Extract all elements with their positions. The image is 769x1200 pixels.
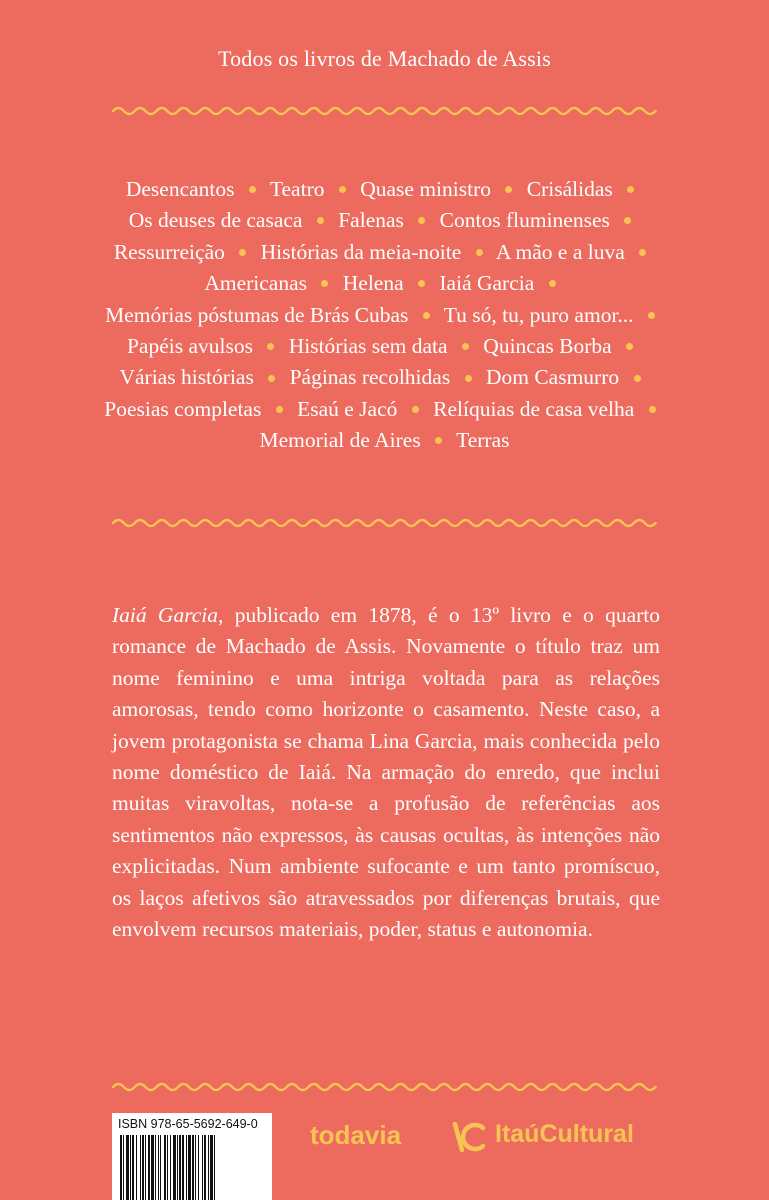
bullet-separator (239, 249, 246, 256)
barcode-stripe (136, 1135, 137, 1200)
book-title-item: Contos fluminenses (439, 208, 610, 233)
bullet-separator (476, 249, 483, 256)
synopsis (112, 600, 660, 945)
wave-line (112, 104, 657, 118)
book-title-item: Crisálidas (526, 177, 613, 201)
bullet-separator (423, 312, 430, 319)
barcode (112, 1113, 272, 1200)
ic-monogram-icon (452, 1122, 486, 1152)
barcode-stripe (173, 1135, 176, 1200)
book-title-item: Terras (456, 428, 510, 453)
book-title-item: Memorial de Aires (259, 428, 421, 453)
book-title-item: Histórias sem data (288, 334, 448, 359)
book-title-item: Relíquias de casa velha (433, 396, 635, 421)
barcode-stripe (126, 1135, 129, 1200)
book-title-item: Desencantos (125, 177, 235, 201)
book-title-item: Páginas recolhidas (289, 365, 451, 390)
bullet-separator (639, 249, 646, 256)
barcode-stripe (130, 1135, 131, 1200)
synopsis-book-title: Iaiá Garcia (112, 603, 219, 627)
bullet-separator (267, 343, 274, 350)
barcode-stripe (195, 1135, 196, 1200)
wave-divider-bottom (112, 1080, 657, 1094)
barcode-stripe (214, 1135, 215, 1200)
page-title: Todos os livros de Machado de Assis (218, 46, 551, 71)
bullet-separator (649, 406, 656, 413)
bullet-separator (339, 186, 346, 193)
barcode-stripe (123, 1135, 124, 1200)
bullet-separator (648, 312, 655, 319)
bullet-separator (624, 217, 631, 224)
bullet-separator (249, 186, 256, 193)
barcode-stripe (160, 1135, 161, 1200)
publisher-todavia-logo: todavia (310, 1120, 402, 1150)
bullet-separator (418, 280, 425, 287)
book-title-item: Esaú e Jacó (297, 396, 398, 421)
book-titles-list (100, 174, 669, 457)
barcode-stripe (198, 1135, 199, 1200)
barcode-bars (118, 1135, 266, 1200)
bullet-separator (435, 437, 442, 444)
book-title-item: Quincas Borba (483, 334, 612, 359)
bullet-separator (505, 186, 512, 193)
book-title-item: Quase ministro (360, 177, 492, 201)
bullet-separator (317, 217, 324, 224)
book-title-item: Helena (342, 271, 404, 296)
barcode-stripe (170, 1135, 171, 1200)
wave-line (112, 1080, 657, 1094)
barcode-stripe (148, 1135, 150, 1200)
bullet-separator (462, 343, 469, 350)
barcode-stripe (192, 1135, 194, 1200)
book-title-item: Tu só, tu, puro amor... (443, 302, 634, 327)
wave-divider-middle (112, 516, 657, 530)
publisher-itau-cultural-logo: ItaúCultural (495, 1120, 634, 1148)
bullet-separator (268, 375, 275, 382)
wave-divider-top (112, 104, 657, 118)
barcode-stripe (155, 1135, 156, 1200)
barcode-stripe (208, 1135, 209, 1200)
book-title-item: Dom Casmurro (485, 365, 620, 390)
barcode-stripe (210, 1135, 213, 1200)
bullet-separator (626, 343, 633, 350)
bullet-separator (549, 280, 556, 287)
barcode-stripe (158, 1135, 159, 1200)
barcode-stripe (142, 1135, 144, 1200)
synopsis-text: , publicado em 1878, é o 13º livro e o quarto romance de Machado de Assis. Novamente o título traz um nome feminino e uma intriga voltada para as relações amorosas, tendo como horizonte o casamento. Neste caso, a jovem protagonista se chama Lina Garcia, mais conhecida pelo nome doméstico de Iaiá. Na armação do enredo, que inclui muitas viravoltas, nota-se a profusão de referências aos sentimentos não expressos, às causas ocultas, às intenções não explicitadas. Num ambiente sufocante e um tanto promíscuo, os laços afetivos são atravessados por diferenças brutais, que envolvem recursos materiais, poder, status e autonomia. (112, 603, 660, 942)
book-title-item: Ressurreição (113, 239, 225, 264)
book-title-item: Americanas (204, 271, 307, 296)
barcode-stripe (145, 1135, 146, 1200)
book-title-item: Várias histórias (119, 365, 254, 390)
bullet-separator (321, 280, 328, 287)
barcode-stripe (204, 1135, 206, 1200)
book-title-item: Os deuses de casaca (128, 208, 303, 233)
barcode-stripe (167, 1135, 168, 1200)
synopsis-paragraph (112, 600, 660, 945)
barcode-stripe (188, 1135, 191, 1200)
book-title-item: A mão e a luva (495, 239, 625, 264)
barcode-stripe (151, 1135, 154, 1200)
barcode-stripe (132, 1135, 134, 1200)
book-title-item: Falenas (338, 208, 404, 233)
book-title-item: Memórias póstumas de Brás Cubas (105, 302, 409, 327)
book-title-item: Poesias completas (104, 396, 262, 421)
barcode-stripe (164, 1135, 166, 1200)
barcode-stripe (120, 1135, 122, 1200)
bullet-separator (627, 186, 634, 193)
barcode-stripe (202, 1135, 203, 1200)
book-title-item: Papéis avulsos (126, 334, 253, 359)
bullet-separator (276, 406, 283, 413)
bullet-separator (418, 217, 425, 224)
book-title-item: Teatro (269, 177, 325, 201)
barcode-stripe (182, 1135, 184, 1200)
barcode-stripe (186, 1135, 187, 1200)
isbn-label: ISBN 978-65-5692-649-0 (118, 1117, 258, 1131)
barcode-stripe (140, 1135, 141, 1200)
bullet-separator (412, 406, 419, 413)
wave-line (112, 516, 657, 530)
book-title-item: Iaiá Garcia (439, 271, 535, 296)
bullet-separator (634, 375, 641, 382)
book-title-item: Histórias da meia-noite (260, 239, 462, 264)
bullet-separator (465, 375, 472, 382)
barcode-stripe (177, 1135, 178, 1200)
barcode-stripe (179, 1135, 181, 1200)
